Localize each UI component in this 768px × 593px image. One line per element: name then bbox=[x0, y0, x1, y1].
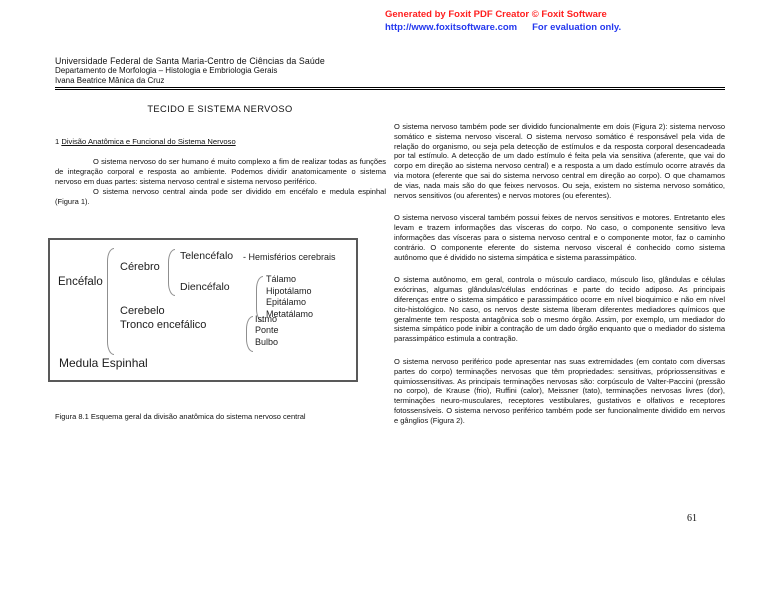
section-heading-text: Divisão Anatômica e Funcional do Sistema Nervoso bbox=[61, 137, 236, 146]
label-encefalo: Encéfalo bbox=[58, 276, 103, 288]
label-cerebelo: Cerebelo bbox=[120, 305, 165, 317]
section-number: 1 bbox=[55, 137, 60, 146]
brace-encefalo-icon bbox=[107, 248, 114, 355]
header-department: Departamento de Morfologia – Histologia e Embriologia Gerais bbox=[55, 66, 278, 75]
brace-tronco-icon bbox=[246, 316, 253, 352]
right-paragraph-1: O sistema nervoso também pode ser dividido funcionalmente em dois (Figura 2): sistema nervoso somático e sistema nervoso visceral. O sistema nervoso somático é responsável pela vida de relação do organismo, ou seja pela detecção de estímulos e da resposta corporal desencadeada por tal estímulo. A detecção de um dado estímulo é feita pela via sensitiva (aferente, que vai do corpo em direção ao sistema nervoso central) e a resposta a um dado estímulo ocorre através da via motora (eferente que sai do sistema nervoso central em direção ao corpo). O que chamamos de vias, nada mais são do que feixes nervosos. Ou seja, existem no sistema nervoso somático, nervos sensitivos (ou aferentes) e nervos motores (ou eferentes). bbox=[394, 122, 725, 200]
document-header bbox=[55, 56, 725, 90]
label-tronco-encefalico: Tronco encefálico bbox=[120, 319, 207, 331]
label-cerebro: Cérebro bbox=[120, 261, 160, 273]
label-medula-espinhal: Medula Espinhal bbox=[59, 356, 148, 370]
label-hipotalamo: Hipotálamo bbox=[266, 285, 312, 296]
right-column-body bbox=[394, 122, 725, 439]
right-paragraph-2: O sistema nervoso visceral também possui feixes de nervos sensitivos e motores. Entretanto eles levam e trazem informações das vísceras do corpo. No caso, o componente sensitivo leva informações das vísceras para o sistema nervoso central e o componente motor, faz o caminho contrário. O componente eferente do sistema nervoso visceral é conhecido como sistema autônomo que é dividido no sistema simpática e sistema parassimpático. bbox=[394, 213, 725, 262]
watermark-eval-text: For evaluation only. bbox=[532, 22, 622, 33]
label-ponte: Ponte bbox=[255, 325, 279, 336]
page-number: 61 bbox=[687, 513, 697, 524]
tronco-parts-list bbox=[255, 314, 279, 348]
right-paragraph-4: O sistema nervoso periférico pode apresentar nas suas extremidades (em contato com diversas partes do corpo) terminações nervosas que têm propriedades: sensitivas, própriossensitivas e quimiossensitivas. As principais terminações nervosas são: corpúsculo de Valter-Paccini (pressão no corpo), de Krause (frio), Ruffini (calor), Meissner (tato), terminações nervosas livres (dor), terminações neuro-musculares, receptores vestibulares, gustativos e olfativos e receptores fotossensíveis. O sistema nervoso periférico também pode ser funcionalmente dividido em nervos e gânglios (Figura 2). bbox=[394, 356, 725, 425]
label-epitalamo: Epitálamo bbox=[266, 297, 307, 308]
foxit-watermark bbox=[385, 8, 621, 34]
label-diencefalo: Diencéfalo bbox=[180, 281, 230, 293]
header-divider-rule bbox=[55, 87, 725, 90]
brace-cerebro-icon bbox=[168, 249, 175, 296]
figure-caption: Figura 8.1 Esquema geral da divisão anatômica do sistema nervoso central bbox=[55, 412, 306, 421]
label-hemisferios-cerebrais: - Hemisférios cerebrais bbox=[243, 252, 336, 262]
page-title: TECIDO E SISTEMA NERVOSO bbox=[147, 104, 293, 114]
left-column-body bbox=[55, 157, 386, 207]
label-istmo: Istmo bbox=[255, 314, 278, 324]
header-author: Ivana Beatrice Mânica da Cruz bbox=[55, 75, 165, 85]
watermark-line2 bbox=[385, 21, 621, 34]
figure-8-1-diagram bbox=[48, 238, 358, 382]
label-bulbo: Bulbo bbox=[255, 336, 279, 347]
left-paragraph-2: O sistema nervoso central ainda pode ser dividido em encéfalo e medula espinhal (Figura 1). bbox=[55, 186, 386, 206]
section-heading bbox=[55, 137, 236, 146]
label-metatalamo: Metatálamo bbox=[266, 308, 314, 319]
left-paragraph-1: O sistema nervoso do ser humano é muito complexo a fim de realizar todas as funções de integração corporal e resposta ao ambiente. Podemos dividir anatomicamente o sistema nervoso em duas partes: sistema nervoso central e sistema nervoso periférico. bbox=[55, 157, 386, 186]
watermark-url-link[interactable]: http://www.foxitsoftware.com bbox=[385, 22, 518, 33]
label-talamo: Tálamo bbox=[266, 274, 297, 284]
watermark-line1: Generated by Foxit PDF Creator © Foxit Software bbox=[385, 9, 607, 20]
label-telencefalo: Telencéfalo bbox=[180, 250, 234, 262]
header-institution: Universidade Federal de Santa Maria-Centro de Ciências da Saúde bbox=[55, 56, 325, 66]
right-paragraph-3: O sistema autônomo, em geral, controla o músculo cardiaco, músculo liso, glândulas e células exócrinas, algumas glândulas/células endócrinas e parte do tecido adiposo. As principais diferenças entre o sistema simpático e parassimpático ocorre em nível bioquimico e não em nível cito-histológico. No caso, os nervos deste sistema liberam diferentes mediadores químicos que geralmente tem resposta antagônica sob o mesmo órgão. Assim, por exemplo, um mediador do sistema simpático pode inibir a contração de um dado órgão enquanto que o mediador do sistema parassimpático estimula a contração. bbox=[394, 275, 725, 344]
